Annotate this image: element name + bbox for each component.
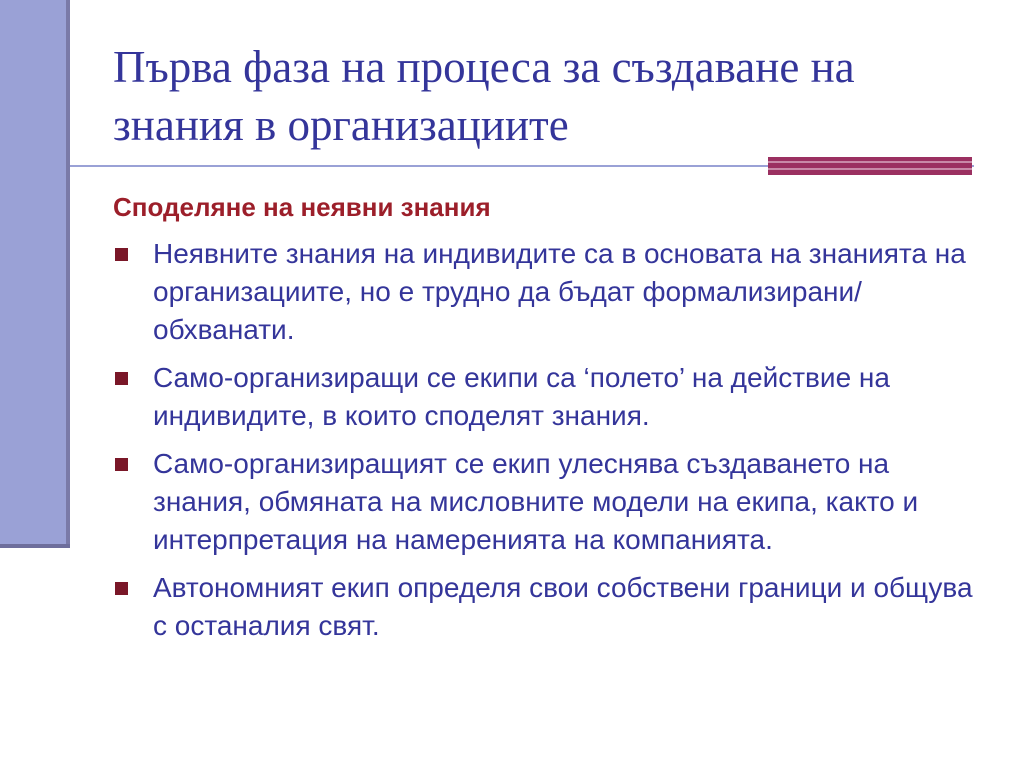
bullet-text: Автономният екип определя свои собствени граници и общува с останалия свят. (153, 572, 973, 641)
left-bar-edge (66, 0, 70, 548)
accent-bar (768, 157, 972, 175)
left-bar-shadow (0, 544, 70, 548)
left-decorative-bar (0, 0, 66, 544)
square-bullet-icon (115, 372, 128, 385)
square-bullet-icon (115, 458, 128, 471)
accent-stripe (768, 168, 972, 170)
bullet-item (113, 445, 983, 559)
bullet-item (113, 569, 983, 645)
bullet-list (113, 235, 983, 655)
square-bullet-icon (115, 582, 128, 595)
bullet-text: Само-организиращи се екипи са ‘полето’ на действие на индивидите, в които споделят знания. (153, 362, 890, 431)
accent-stripe (768, 161, 972, 163)
slide-title: Първа фаза на процеса за създаване на знания в организациите (113, 42, 855, 150)
slide-subheading: Споделяне на неявни знания (113, 192, 491, 222)
square-bullet-icon (115, 248, 128, 261)
bullet-item (113, 359, 983, 435)
bullet-item (113, 235, 983, 349)
bullet-text: Само-организиращият се екип улеснява създаването на знания, обмяната на мисловните модели на екипа, както и интерпретация на намеренията на компанията. (153, 448, 919, 555)
bullet-text: Неявните знания на индивидите са в основата на знанията на организациите, но е трудно да бъдат формализирани/ обхванати. (153, 238, 966, 345)
